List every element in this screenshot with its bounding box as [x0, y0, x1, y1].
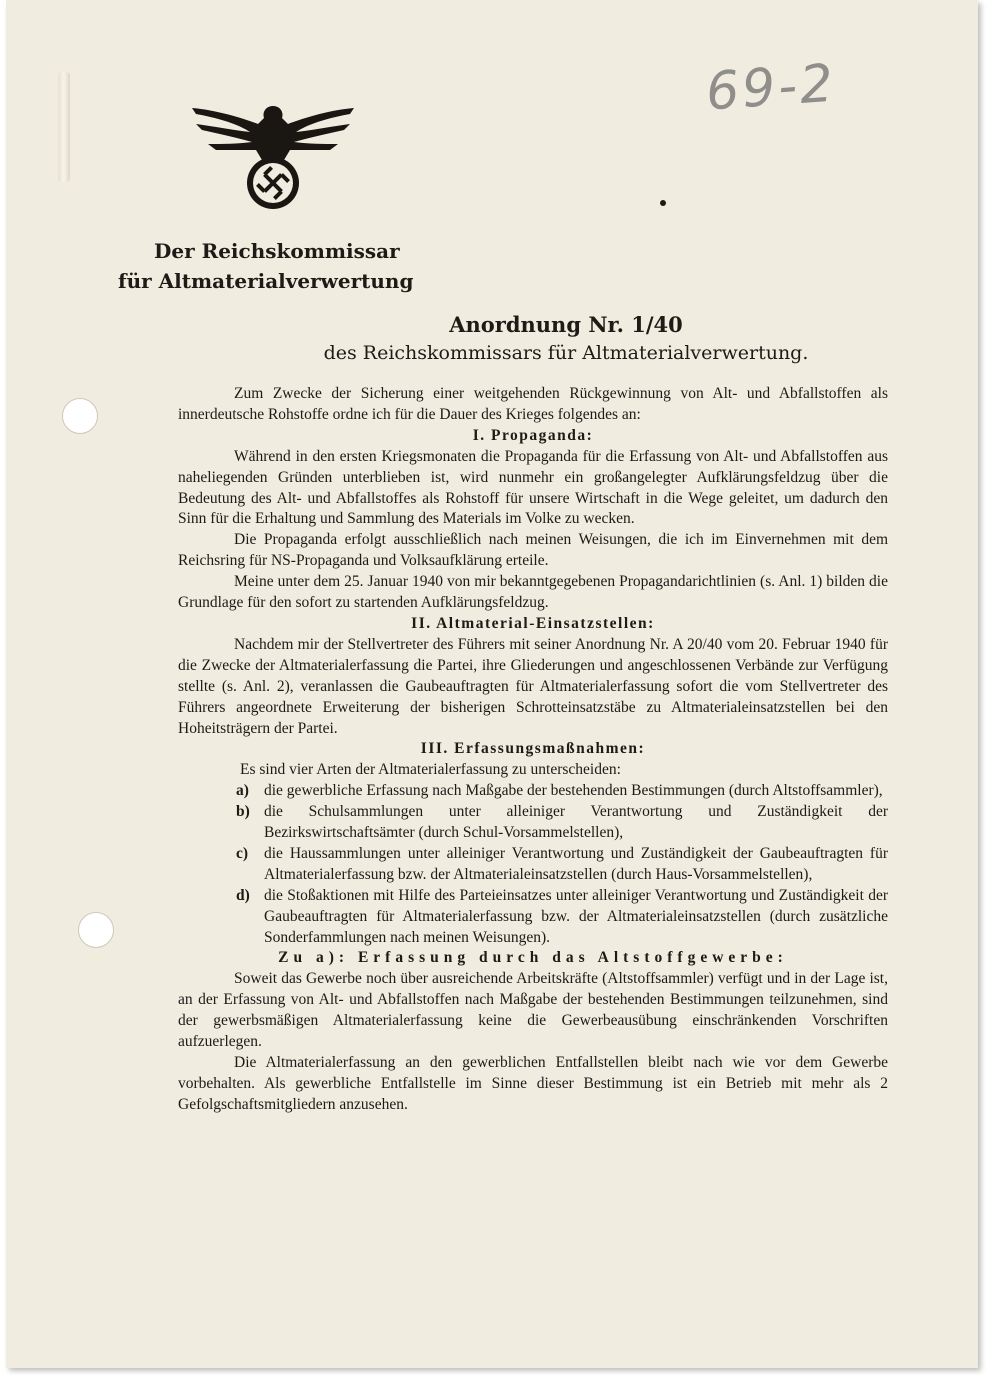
paragraph: Meine unter dem 25. Januar 1940 von mir bekanntgegebenen Propagandarichtlinien (s. Anl. 1) bilden die Grundlage für den sofort zu startenden Aufklärungsfeldzug. — [178, 573, 888, 612]
eagle-emblem-icon — [188, 98, 358, 213]
staple-mark — [58, 72, 70, 182]
list-item-text: die Haussammlungen unter alleiniger Verantwortung und Zuständigkeit der Gaubeauftragten für Altmaterialerfassung bzw. der Altmaterialeinsatzstellen (durch Haus-Vorsammelstellen), — [264, 844, 888, 883]
ink-dot — [660, 200, 666, 206]
paragraph: Soweit das Gewerbe noch über ausreichende Arbeitskräfte (Altstoffsammler) verfügt und in der Lage ist, an der Erfassung von Alt- und Abfallstoffen nach Maßgabe der bestehenden Bestimmungen teilzunehmen, sind der gewerbsmäßigen Altmaterialerfassung keine die Gewerbeausübung einschränkenden Vorschriften aufzuerlegen. — [178, 970, 888, 1051]
section-heading-erfassung: III. Erfassungsmaßnahmen: — [420, 740, 646, 758]
section-heading-propaganda: I. Propaganda: — [472, 426, 594, 444]
sender-block — [118, 236, 413, 296]
list-item-text: die Stoßaktionen mit Hilfe des Parteieinsatzes unter alleiniger Verantwortung und Zuständigkeit der Gaubeauftragten für Altmaterialerfassung bzw. der Altmaterialeinsatzstellen (durch zusätzliche Sonderfammlungen nach meinen Weisungen). — [264, 886, 888, 946]
document-body — [178, 384, 888, 1116]
paragraph: Während in den ersten Kriegsmonaten die Propaganda für die Erfassung von Alt- und Abfallstoffen aus naheliegenden Gründen unterblieben ist, wird nunmehr ein großangelegter Aufklärungsfeldzug über die Bedeutung des Alt- und Abfallstoffes als Rohstoff für unsere Wirtschaft in die Wege geleitet, um dadurch den Sinn für die Erhaltung und Sammlung des Materials im Volke zu wecken. — [178, 447, 888, 528]
paragraph: Nachdem mir der Stellvertreter des Führers mit seiner Anordnung Nr. A 20/40 vom 20. Februar 1940 für die Zwecke der Altmaterialerfassung die Partei, ihre Gliederungen und angeschlossenen Verbände zur Verfügung stellte (s. Anl. 2), veranlassen die Gaubeauftragten für Altmaterialerfassung sofort die vom Stellvertreter des Führers angeordnete Erweiterung der bisherigen Schrotteinsatzstäbe zu Altmaterialeinsatzstellen bei den Hoheitsträgern der Partei. — [178, 635, 888, 737]
subsection-heading: Zu a): Erfassung durch das Altstoffgewerbe: — [278, 949, 788, 967]
paragraph: Die Altmaterialerfassung an den gewerblichen Entfallstellen bleibt nach wie vor dem Gewerbe vorbehalten. Als gewerbliche Entfallstelle im Sinne dieser Bestimmung ist ein Betrieb mit mehr als 2 Gefolgschaftsmitgliedern anzusehen. — [178, 1054, 888, 1113]
punch-hole — [62, 398, 98, 434]
list-intro: Es sind vier Arten der Altmaterialerfassung zu unterscheiden: — [240, 761, 621, 779]
list-item-text: die Schulsammlungen unter alleiniger Verantwortung und Zuständigkeit der Bezirkswirtschaftsämter (durch Schul-Vorsammelstellen), — [264, 803, 888, 842]
punch-hole — [78, 912, 114, 948]
list-item — [178, 802, 888, 844]
document-title: Anordnung Nr. 1/40 — [449, 312, 683, 337]
list-item — [178, 844, 888, 886]
list-item-label: b) — [236, 803, 250, 821]
paragraph: Die Propaganda erfolgt ausschließlich nach meinen Weisungen, die ich im Einvernehmen mit dem Reichsring für NS-Propaganda und Volksaufklärung erteile. — [178, 531, 888, 570]
list-item-label: c) — [236, 844, 249, 862]
intro-paragraph: Zum Zwecke der Sicherung einer weitgehenden Rückgewinnung von Alt- und Abfallstoffen als innerdeutsche Rohstoffe ordne ich für die Dauer des Krieges folgendes an: — [178, 385, 888, 423]
handwritten-annotation: 69-2 — [704, 53, 838, 123]
list-item-label: d) — [236, 886, 250, 904]
document-subtitle: des Reichskommissars für Altmaterialverwertung. — [323, 342, 809, 364]
sender-line-1: Der Reichskommissar — [154, 239, 400, 263]
document-page — [6, 0, 978, 1368]
list-item-text: die gewerbliche Erfassung nach Maßgabe der bestehenden Bestimmungen (durch Altstoffsammler), — [264, 782, 883, 800]
list-item — [178, 781, 888, 802]
list-item — [178, 886, 888, 949]
sender-line-2: für Altmaterialverwertung — [118, 269, 414, 293]
list-item-label: a) — [236, 782, 249, 800]
section-heading-einsatzstellen: II. Altmaterial-Einsatzstellen: — [411, 614, 655, 632]
